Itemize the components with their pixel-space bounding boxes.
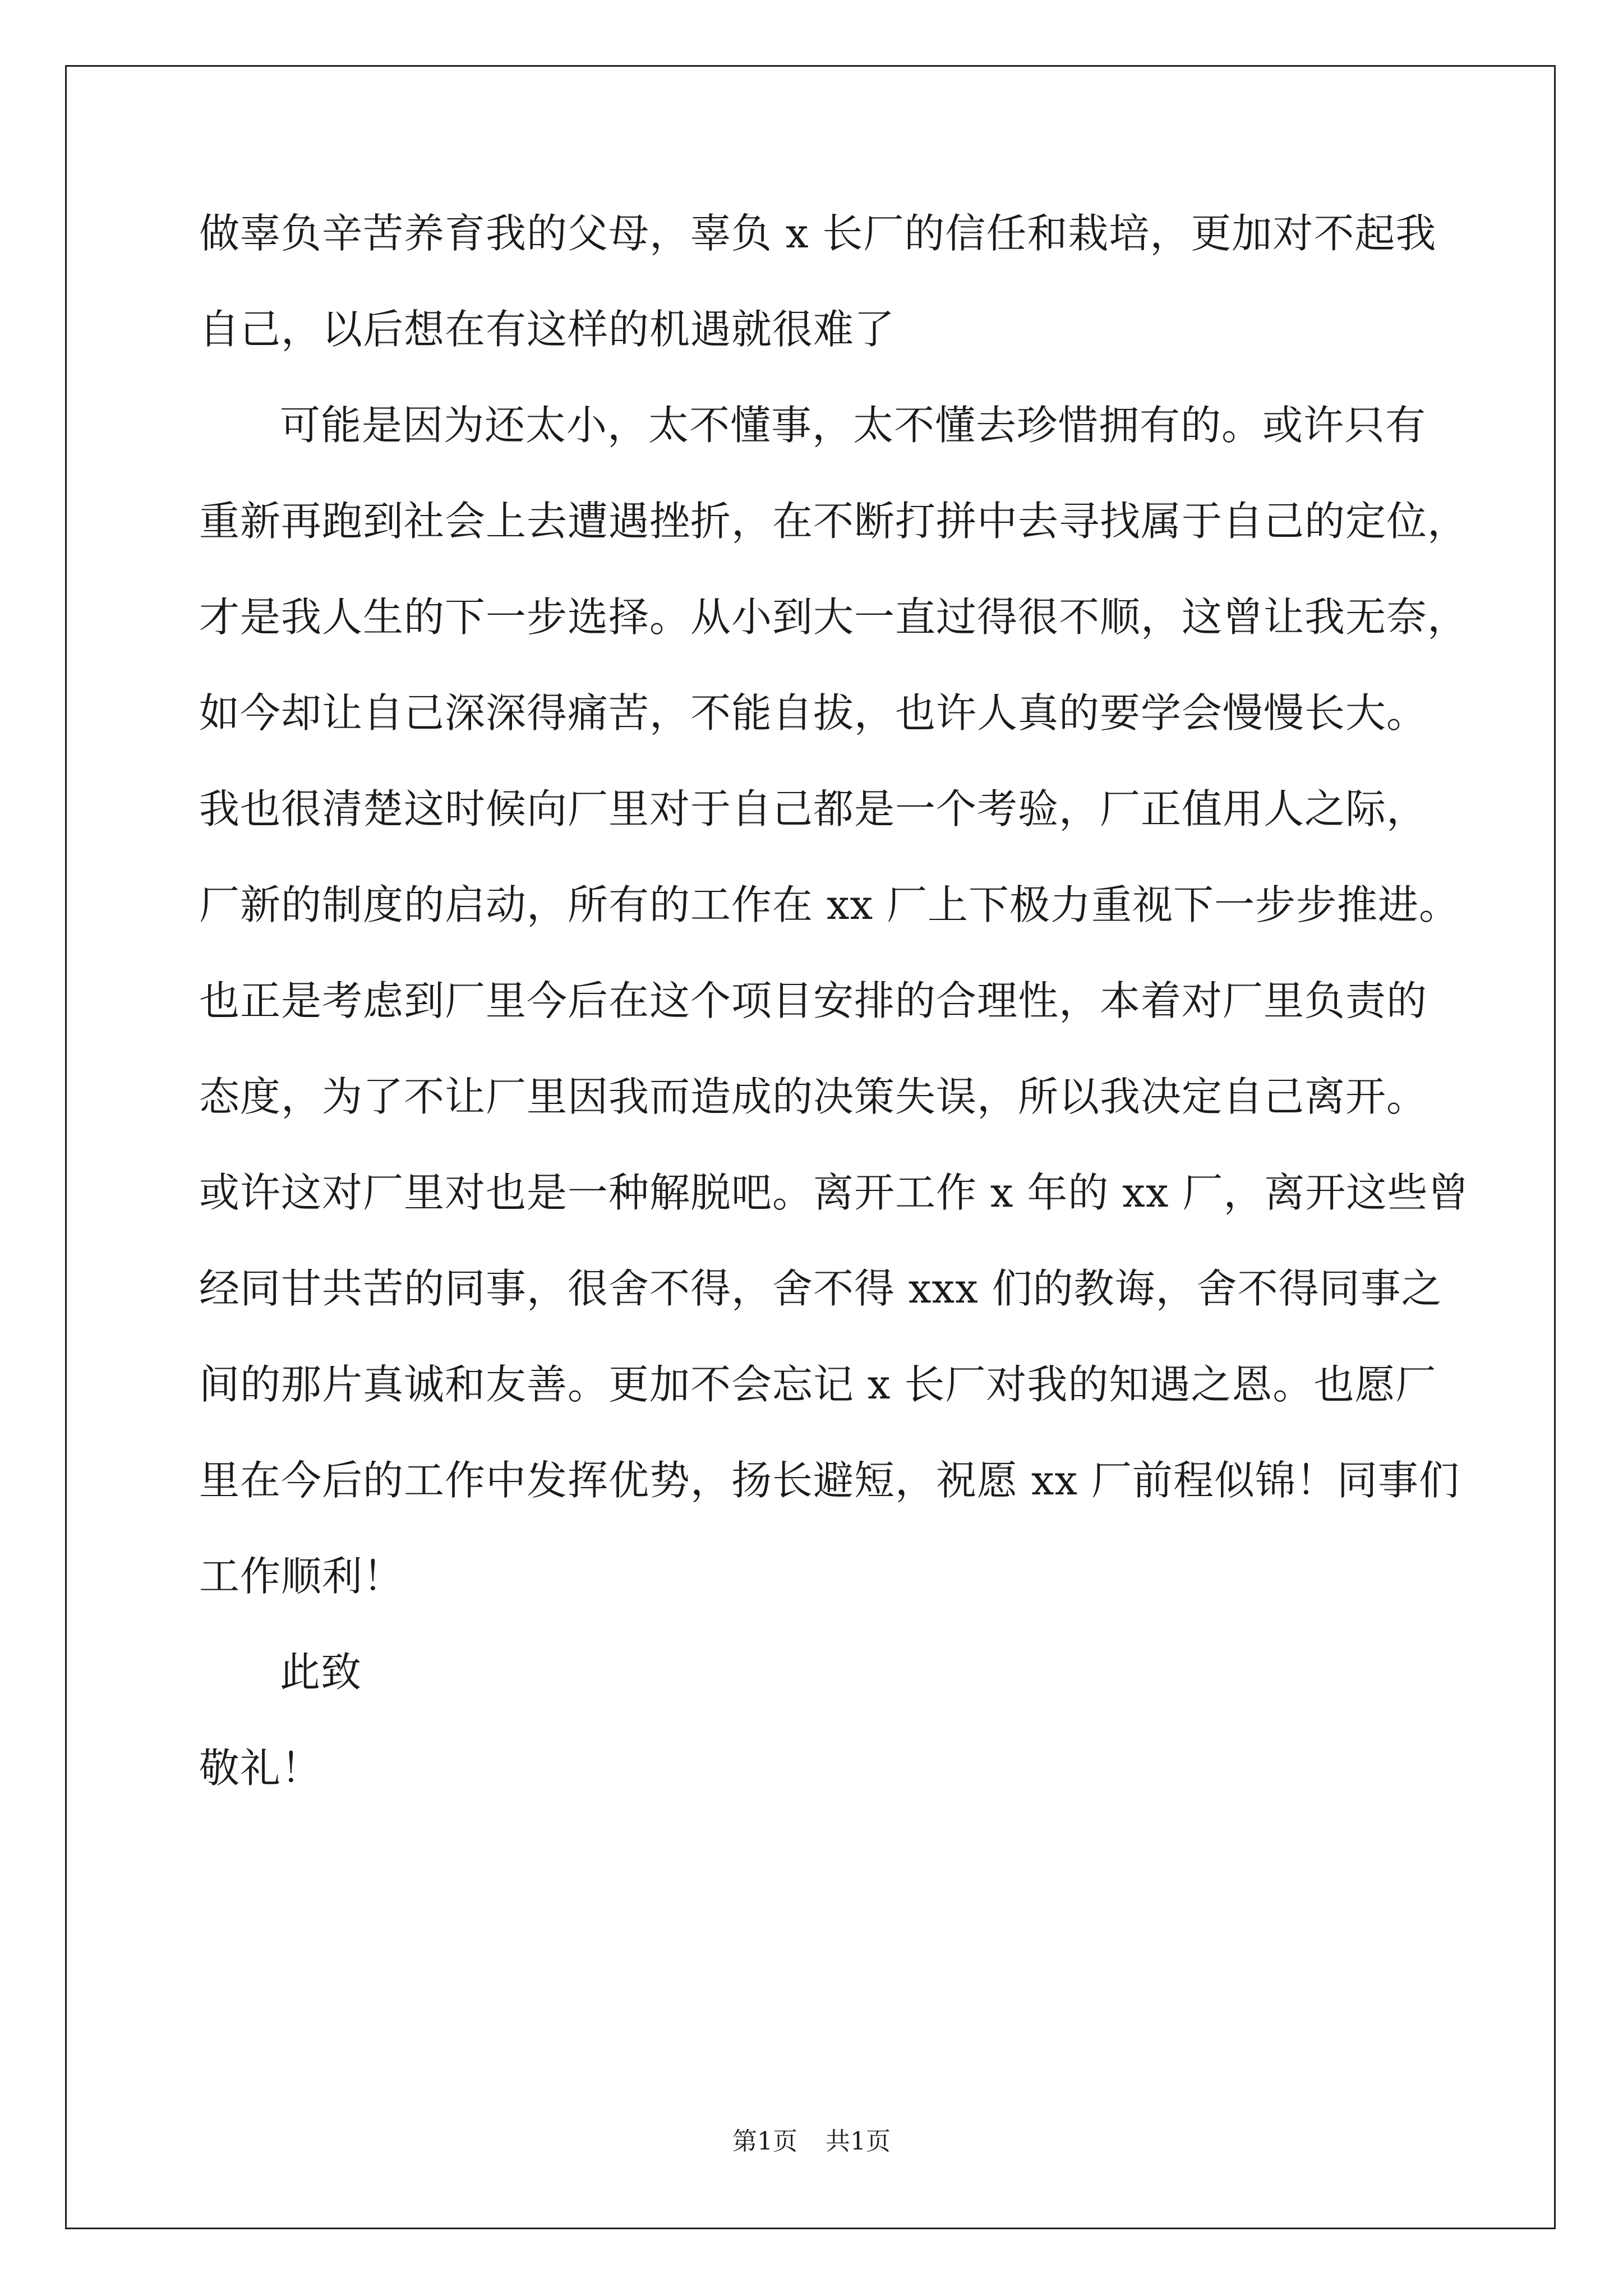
body-line: 才是我人生的下一步选择。从小到大一直过得很不顺，这曾让我无奈， <box>199 593 1469 641</box>
letter-body <box>199 210 1489 1844</box>
body-line: 间的那片真诚和友善。更加不会忘记 x 长厂对我的知遇之恩。也愿厂 <box>199 1361 1437 1408</box>
page-footer <box>0 2128 1623 2156</box>
body-line: 做辜负辛苦养育我的父母，辜负 x 长厂的信任和栽培，更加对不起我 <box>199 210 1437 257</box>
page-total: 共1页 <box>826 2127 891 2156</box>
body-line: 里在今后的工作中发挥优势，扬长避短，祝愿 xx 厂前程似锦！同事们 <box>199 1457 1460 1504</box>
closing-text: 此致 <box>280 1649 362 1696</box>
body-line: 或许这对厂里对也是一种解脱吧。离开工作 x 年的 xx 厂，离开这些曾 <box>199 1169 1469 1216</box>
body-line: 重新再跑到社会上去遭遇挫折，在不断打拼中去寻找属于自己的定位， <box>199 498 1469 545</box>
body-line: 工作顺利！ <box>199 1553 404 1600</box>
body-line: 我也很清楚这时候向厂里对于自己都是一个考验，厂正值用人之际， <box>199 785 1428 832</box>
body-line: 态度，为了不让厂里因我而造成的决策失误，所以我决定自己离开。 <box>199 1073 1428 1120</box>
body-line: 自己，以后想在有这样的机遇就很难了 <box>199 306 896 353</box>
body-line: 如今却让自己深深得痛苦，不能自拔，也许人真的要学会慢慢长大。 <box>199 689 1428 737</box>
body-line: 经同甘共苦的同事，很舍不得，舍不得 xxx 们的教诲，舍不得同事之 <box>199 1265 1442 1312</box>
page-number: 第1页 <box>732 2127 797 2156</box>
body-line: 可能是因为还太小，太不懂事，太不懂去珍惜拥有的。或许只有 <box>280 402 1427 449</box>
body-line: 也正是考虑到厂里今后在这个项目安排的合理性，本着对厂里负责的 <box>199 977 1428 1024</box>
salutation-text: 敬礼！ <box>199 1745 322 1792</box>
body-line: 厂新的制度的启动，所有的工作在 xx 厂上下极力重视下一步步推进。 <box>199 881 1460 928</box>
